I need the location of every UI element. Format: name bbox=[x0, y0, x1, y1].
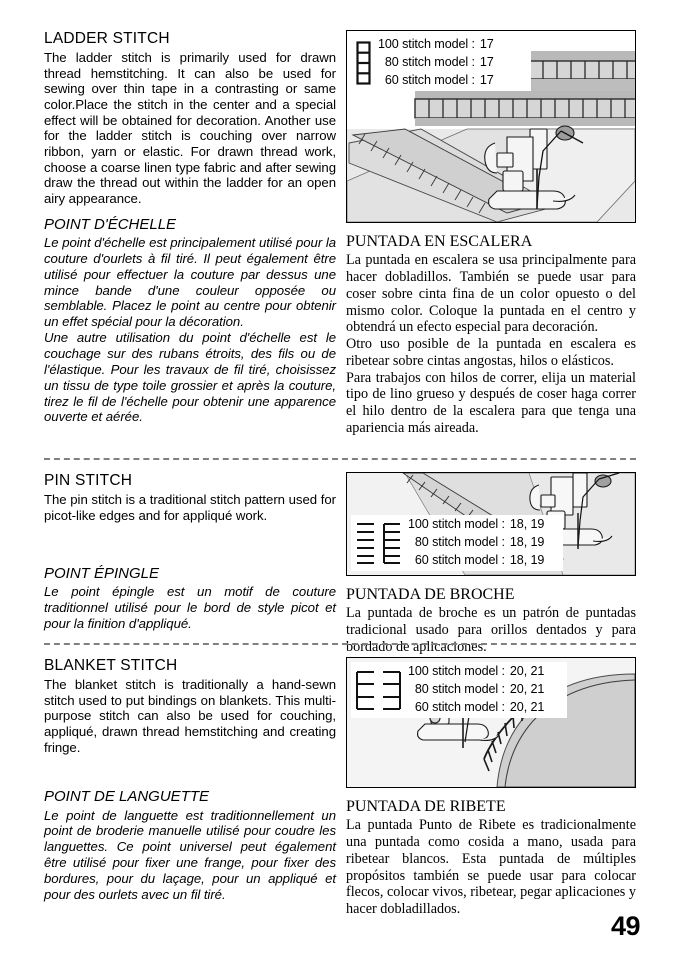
callout-label: 100 stitch model : bbox=[378, 37, 475, 52]
blanket-stitch-right bbox=[346, 657, 636, 918]
callout-value: 18, 19 bbox=[509, 552, 545, 567]
callout-label: 80 stitch model : bbox=[414, 682, 505, 697]
pin-stitch-body-fr: Le point épingle est un motif de couture traditionnel utilisé pour le bord de style picot et pour la finition d'appliqué. bbox=[44, 584, 336, 632]
blanket-stitch-body-es: La puntada Punto de Ribete es tradicionalmente una puntada como cosida a mano, usada para ribetear blancos. Esta puntada de múltiples propósitos también se puede usar para colocar flecos, colocar vivos, ribetear, pegar aplicaciones y hacer dobladillados. bbox=[346, 817, 636, 918]
callout-row bbox=[408, 516, 546, 534]
callout-row bbox=[378, 54, 516, 72]
pin-stitch-body-en: The pin stitch is a traditional stitch pattern used for picot-like edges and for appliqué work. bbox=[44, 491, 336, 523]
page-number: 49 bbox=[610, 911, 640, 941]
ladder-stitch-text-left bbox=[44, 30, 336, 425]
ladder-stitch-right bbox=[346, 30, 636, 437]
callout-value: 20, 21 bbox=[509, 664, 545, 679]
blanket-stitch-illustration bbox=[346, 657, 636, 788]
callout-row bbox=[378, 36, 516, 54]
ladder-stitch-body-en: The ladder stitch is primarily used for drawn thread hemstitching. It can also be used for sewing over thin tape in a contrasting or same color.Place the stitch in the center and a special effect will be obtained for decoration. Another use for the ladder stitch is couching over narrow ribbon, yarn or elastic. For drawn thread work, choose a coarse linen type fabric and after sewing draw the thread out within the ladder for an open airy appearance. bbox=[44, 49, 336, 207]
callout-value: 17 bbox=[479, 37, 494, 52]
callout-label: 100 stitch model : bbox=[408, 517, 505, 532]
callout-value: 17 bbox=[479, 72, 494, 87]
ladder-stitch-illustration bbox=[346, 30, 636, 223]
callout-label: 80 stitch model : bbox=[414, 535, 505, 550]
ladder-stitch-model-callout bbox=[351, 35, 531, 91]
blanket-stitch-icons bbox=[356, 670, 401, 710]
pin-stitch-right bbox=[346, 472, 636, 656]
callout-label: 60 stitch model : bbox=[414, 699, 505, 714]
callout-row bbox=[408, 552, 546, 570]
ladder-stitch-title-fr: POINT D'ÉCHELLE bbox=[44, 215, 177, 233]
callout-row bbox=[408, 699, 546, 717]
blanket-stitch-body-fr: Le point de languette est traditionnellement un point de broderie manuelle utilisé pour coudre les languettes. Ce point universel peut également être utilisé pour fixer une frange, pour fixer des bordures, pour du laçage, pour un appliqué et pour des ourlets avec un fil tiré. bbox=[44, 807, 336, 902]
pin-stitch-text-left bbox=[44, 472, 336, 632]
divider-2 bbox=[44, 643, 636, 645]
ladder-stitch-callout-rows bbox=[378, 36, 516, 90]
callout-label: 60 stitch model : bbox=[414, 552, 505, 567]
blanket-stitch-pattern-icon-right bbox=[382, 670, 401, 710]
callout-label: 100 stitch model : bbox=[408, 664, 505, 679]
pin-stitch-title-es: PUNTADA DE BROCHE bbox=[346, 586, 515, 603]
blanket-stitch-model-callout bbox=[351, 662, 567, 718]
callout-value: 18, 19 bbox=[509, 535, 545, 550]
blanket-stitch-body-en: The blanket stitch is traditionally a hand-sewn stitch used to put bindings on blankets. This multi-purpose stitch can also be used for couching, appliqué, drawn thread hemstitching and creating fringe. bbox=[44, 676, 336, 755]
blanket-stitch-text-left bbox=[44, 657, 336, 903]
pin-stitch-model-callout bbox=[351, 515, 563, 571]
divider-1 bbox=[44, 458, 636, 460]
ladder-stitch-icons bbox=[356, 41, 371, 85]
pin-stitch-title-en: PIN STITCH bbox=[44, 472, 133, 489]
pin-stitch-icons bbox=[356, 522, 401, 564]
blanket-stitch-title-es: PUNTADA DE RIBETE bbox=[346, 798, 506, 815]
ladder-stitch-body-es: La puntada en escalera se usa principalmente para hacer dobladillos. También se puede usar para coser sobre cinta fina de un color opuesto o del mismo color. Coloque la puntada en el centro y obtendrá un efecto especial para decoración. Otro uso posible de la puntada en escalera es ribetear sobre cintas angostas, hilos o elásticos. Para trabajos con hilos de correr, elija un material tipo de lino grueso y después de coser haga correr el hilo dentro de la escalera para que tenga una apariencia más aireada. bbox=[346, 252, 636, 436]
blanket-stitch-title-fr: POINT DE LANGUETTE bbox=[44, 788, 210, 806]
callout-row bbox=[408, 534, 546, 552]
pin-stitch-body-es: La puntada de broche es un patrón de puntadas tradicional usado para orillos dentados y para bordado de aplicaciones. bbox=[346, 605, 636, 655]
pin-stitch-callout-rows bbox=[408, 516, 546, 570]
callout-row bbox=[408, 663, 546, 681]
blanket-stitch-pattern-icon-left bbox=[356, 670, 375, 710]
pin-stitch-illustration bbox=[346, 472, 636, 576]
blanket-stitch-title-en: BLANKET STITCH bbox=[44, 657, 178, 674]
ladder-stitch-body-fr: Le point d'échelle est principalement utilisé pour la couture d'ourlets à fil tiré. Il peut également être utilisé pour effectuer la couture par dessus une mince bande d'une couleur opposée ou semblable. Placez le point au centre pour obtenir un effet spécial pour la décoration. Une autre utilisation du point d'échelle est le couchage sur des rubans étroits, des fils ou de l'élastique. Pour les travaux de fil tiré, choisissez un tissu de type toile grossier et après la couture, tirez le fil de l'échelle pour obtenir une apparence ouverte et aérée. bbox=[44, 235, 336, 425]
ladder-stitch-title-en: LADDER STITCH bbox=[44, 30, 170, 47]
callout-value: 20, 21 bbox=[509, 682, 545, 697]
pin-stitch-title-fr: POINT ÉPINGLE bbox=[44, 565, 160, 583]
callout-row bbox=[378, 72, 516, 90]
pin-stitch-pattern-icon-left bbox=[356, 522, 375, 564]
callout-label: 80 stitch model : bbox=[384, 55, 475, 70]
callout-row bbox=[408, 681, 546, 699]
callout-value: 20, 21 bbox=[509, 699, 545, 714]
callout-label: 60 stitch model : bbox=[384, 72, 475, 87]
callout-value: 18, 19 bbox=[509, 517, 545, 532]
blanket-stitch-callout-rows bbox=[408, 663, 546, 717]
pin-stitch-pattern-icon-right bbox=[382, 522, 401, 564]
ladder-stitch-pattern-icon bbox=[356, 41, 371, 85]
ladder-stitch-title-es: PUNTADA EN ESCALERA bbox=[346, 233, 533, 250]
callout-value: 17 bbox=[479, 55, 494, 70]
